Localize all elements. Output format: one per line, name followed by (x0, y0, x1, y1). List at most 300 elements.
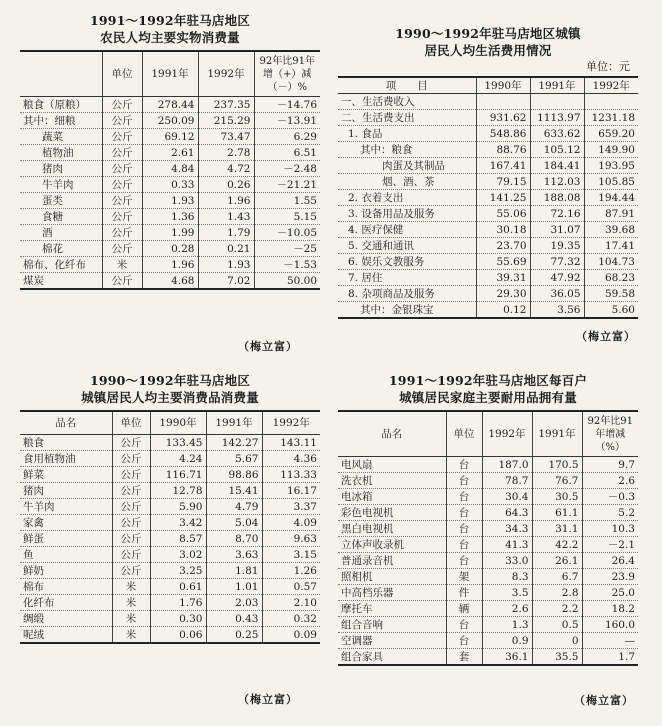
t1-cell: 其中：细粮 (20, 113, 102, 129)
t4-cell: 35.5 (532, 649, 582, 666)
t2-row (338, 302, 638, 319)
t2-row (338, 206, 638, 222)
table4-header (338, 411, 638, 457)
t3-cell: 家禽 (20, 515, 112, 531)
t2-cell: 167.41 (476, 158, 530, 174)
t4-cell: 辆 (446, 601, 482, 617)
t4-cell: 洗衣机 (338, 473, 446, 489)
t4-cell: 5.2 (582, 505, 638, 521)
t2-cell (476, 94, 530, 110)
t2-cell: 633.62 (530, 126, 584, 142)
t4-row (338, 553, 638, 569)
t1-cell: －25 (254, 241, 320, 257)
t1-cell: 蛋类 (20, 193, 102, 209)
t1-cell: 4.72 (198, 161, 254, 177)
table4-header-cell: 单位 (446, 411, 482, 457)
table2-title-line1: 1990～1992年驻马店地区城镇 (395, 26, 581, 41)
t1-cell: 1.96 (198, 193, 254, 209)
t4-row (338, 521, 638, 537)
t2-cell: 88.76 (476, 142, 530, 158)
t1-cell: 棉花 (20, 241, 102, 257)
t4-cell: 33.0 (482, 553, 532, 569)
t4-cell: 31.1 (532, 521, 582, 537)
t3-cell: 公斤 (112, 435, 150, 451)
t4-cell: 件 (446, 585, 482, 601)
t1-row (20, 145, 320, 161)
table1-header-cell: 92年比91年增（+）减（－）% (254, 51, 320, 97)
t3-cell: 16.17 (262, 483, 320, 499)
t2-cell: 659.20 (584, 126, 638, 142)
t2-cell: 931.62 (476, 110, 530, 126)
t3-cell: 3.37 (262, 499, 320, 515)
table2-block (338, 25, 638, 343)
t1-cell: 4.68 (142, 273, 198, 290)
table4-block (338, 372, 638, 707)
t1-cell: －1.53 (254, 257, 320, 273)
t3-cell: 公斤 (112, 451, 150, 467)
t1-cell: 1.99 (142, 225, 198, 241)
t2-cell: 7. 居住 (338, 270, 476, 286)
t1-cell: 0.28 (142, 241, 198, 257)
t2-cell: 4. 医疗保健 (338, 222, 476, 238)
t1-cell: 1.55 (254, 193, 320, 209)
t1-cell: 猪肉 (20, 161, 102, 177)
t1-cell: 公斤 (102, 161, 142, 177)
t2-cell: 39.31 (476, 270, 530, 286)
t2-cell: 1. 食品 (338, 126, 476, 142)
t4-cell: 26.1 (532, 553, 582, 569)
table1-header-cell: 1991年 (142, 51, 198, 97)
t2-row (338, 110, 638, 126)
t3-cell: 粮食 (20, 435, 112, 451)
table3-header-cell: 1991年 (206, 411, 262, 435)
t2-cell: 79.15 (476, 174, 530, 190)
t1-row (20, 273, 320, 290)
t4-cell: 2.6 (582, 473, 638, 489)
t1-cell: 公斤 (102, 209, 142, 225)
t1-cell: 6.51 (254, 145, 320, 161)
t3-cell: 142.27 (206, 435, 262, 451)
t2-cell: 5.60 (584, 302, 638, 319)
t4-cell: 42.2 (532, 537, 582, 553)
t2-row (338, 270, 638, 286)
t4-cell: 台 (446, 553, 482, 569)
table3-block (20, 372, 320, 706)
t3-cell: 3.63 (206, 547, 262, 563)
t4-cell: 电冰箱 (338, 489, 446, 505)
table4-header-cell: 92年比91年增减（%） (582, 411, 638, 457)
t1-cell: 米 (102, 257, 142, 273)
t3-cell: 呢绒 (20, 627, 112, 644)
t2-row (338, 254, 638, 270)
t2-cell: 77.32 (530, 254, 584, 270)
t2-cell: 19.35 (530, 238, 584, 254)
t4-row (338, 601, 638, 617)
t2-cell: 一、生活费收入 (338, 94, 476, 110)
table1-block (20, 12, 320, 353)
t2-cell: 39.68 (584, 222, 638, 238)
t1-cell: －2.48 (254, 161, 320, 177)
table2-header-cell: 1991年 (530, 77, 584, 94)
t4-cell: 电风扇 (338, 457, 446, 473)
t1-cell: 7.02 (198, 273, 254, 290)
t3-cell: 15.41 (206, 483, 262, 499)
t4-cell: 台 (446, 537, 482, 553)
t3-row (20, 611, 320, 627)
t2-cell: 5. 交通和通讯 (338, 238, 476, 254)
t1-cell: 公斤 (102, 273, 142, 290)
t3-cell: 98.86 (206, 467, 262, 483)
table1-title-line1: 1991～1992年驻马店地区 (89, 13, 251, 28)
t2-cell: 87.91 (584, 206, 638, 222)
t2-cell (584, 94, 638, 110)
t4-cell: 台 (446, 457, 482, 473)
t3-cell: 公斤 (112, 563, 150, 579)
t2-cell: 2. 衣着支出 (338, 190, 476, 206)
t4-cell: 76.7 (532, 473, 582, 489)
t3-cell: 12.78 (150, 483, 206, 499)
t1-cell: 棉布、化纤布 (20, 257, 102, 273)
t2-cell: 68.23 (584, 270, 638, 286)
t4-cell: 25.0 (582, 585, 638, 601)
t3-row (20, 595, 320, 611)
t4-cell: 空调器 (338, 633, 446, 649)
t3-cell: 5.67 (206, 451, 262, 467)
t3-cell: 0.30 (150, 611, 206, 627)
t4-cell: 台 (446, 521, 482, 537)
t4-cell: 2.8 (532, 585, 582, 601)
t4-row (338, 457, 638, 473)
t3-cell: 绸缎 (20, 611, 112, 627)
t1-cell: 0.21 (198, 241, 254, 257)
t2-cell: 72.16 (530, 206, 584, 222)
table4-header-cell: 品名 (338, 411, 446, 457)
t4-cell: 34.3 (482, 521, 532, 537)
t4-cell: — (582, 633, 638, 649)
t1-cell: 278.44 (142, 97, 198, 113)
t3-row (20, 515, 320, 531)
t1-row (20, 225, 320, 241)
t2-cell: 112.03 (530, 174, 584, 190)
t3-cell: 0.09 (262, 627, 320, 644)
t3-cell: 公斤 (112, 547, 150, 563)
t2-row (338, 222, 638, 238)
t4-cell: 照相机 (338, 569, 446, 585)
t2-row (338, 126, 638, 142)
t3-cell: 0.32 (262, 611, 320, 627)
t1-cell: 73.47 (198, 129, 254, 145)
t3-cell: 鱼 (20, 547, 112, 563)
t4-cell: 黑白电视机 (338, 521, 446, 537)
table4-title-line2: 城镇居民家庭主要耐用品拥有量 (399, 390, 577, 405)
table1-title-line2: 农民人均主要实物消费量 (100, 30, 240, 45)
t3-cell: 4.24 (150, 451, 206, 467)
t2-cell: 其中：粮食 (338, 142, 476, 158)
table1-header-cell (20, 51, 102, 97)
t3-cell: 米 (112, 627, 150, 644)
t3-cell: 米 (112, 595, 150, 611)
t1-cell: 1.93 (198, 257, 254, 273)
table2-title-line2: 居民人均生活费用情况 (424, 43, 552, 58)
t3-cell: 米 (112, 611, 150, 627)
t1-cell: 69.12 (142, 129, 198, 145)
t3-cell: 公斤 (112, 483, 150, 499)
t4-row (338, 633, 638, 649)
t4-cell: 170.5 (532, 457, 582, 473)
t2-cell: 55.69 (476, 254, 530, 270)
t3-row (20, 499, 320, 515)
t2-cell: 193.95 (584, 158, 638, 174)
t2-cell: 31.07 (530, 222, 584, 238)
t3-row (20, 467, 320, 483)
t3-cell: 133.45 (150, 435, 206, 451)
t3-cell: 2.10 (262, 595, 320, 611)
t1-cell: 237.35 (198, 97, 254, 113)
table1-header (20, 51, 320, 97)
t1-cell: 牛羊肉 (20, 177, 102, 193)
table3-header (20, 411, 320, 435)
t4-cell: 26.4 (582, 553, 638, 569)
t1-cell: 公斤 (102, 145, 142, 161)
table3-body (20, 435, 320, 644)
t4-row (338, 489, 638, 505)
t4-cell: 台 (446, 505, 482, 521)
table3-header-cell: 1992年 (262, 411, 320, 435)
t3-row (20, 579, 320, 595)
t4-cell: 6.7 (532, 569, 582, 585)
t4-row (338, 585, 638, 601)
t1-row (20, 97, 320, 113)
t3-cell: 113.33 (262, 467, 320, 483)
table2-header (338, 77, 638, 94)
t4-cell: 套 (446, 649, 482, 666)
t1-cell: 1.43 (198, 209, 254, 225)
t2-cell: 36.05 (530, 286, 584, 302)
t4-cell: 9.7 (582, 457, 638, 473)
t3-cell: 米 (112, 579, 150, 595)
t2-cell (530, 94, 584, 110)
t4-cell: 普通录音机 (338, 553, 446, 569)
t2-cell: 104.73 (584, 254, 638, 270)
table1 (20, 50, 320, 290)
t2-cell: 149.90 (584, 142, 638, 158)
t1-cell: 0.33 (142, 177, 198, 193)
t3-cell: 0.61 (150, 579, 206, 595)
table3-title-line1: 1990～1992年驻马店地区 (89, 373, 251, 388)
t2-cell: 194.44 (584, 190, 638, 206)
t4-cell: 0.9 (482, 633, 532, 649)
t2-cell: 30.18 (476, 222, 530, 238)
t3-cell: 食用植物油 (20, 451, 112, 467)
t1-cell: 215.29 (198, 113, 254, 129)
t1-cell: 50.00 (254, 273, 320, 290)
t1-cell: 植物油 (20, 145, 102, 161)
t1-cell: 1.96 (142, 257, 198, 273)
t4-cell: 1.3 (482, 617, 532, 633)
t4-cell: 23.9 (582, 569, 638, 585)
t3-cell: 4.09 (262, 515, 320, 531)
t1-row (20, 161, 320, 177)
table1-header-cell: 1992年 (198, 51, 254, 97)
t3-cell: 1.26 (262, 563, 320, 579)
t1-row (20, 241, 320, 257)
t4-cell: 0.5 (532, 617, 582, 633)
t4-cell: 摩托车 (338, 601, 446, 617)
t3-cell: 公斤 (112, 467, 150, 483)
t2-row (338, 190, 638, 206)
table2 (338, 76, 638, 319)
t4-row (338, 473, 638, 489)
t2-row (338, 238, 638, 254)
t3-cell: 3.25 (150, 563, 206, 579)
t3-cell: 8.70 (206, 531, 262, 547)
t1-cell: 粮食（原粮） (20, 97, 102, 113)
t2-cell: 17.41 (584, 238, 638, 254)
t1-cell: 公斤 (102, 177, 142, 193)
t4-cell: 61.1 (532, 505, 582, 521)
t2-row (338, 94, 638, 110)
table1-body (20, 97, 320, 290)
t2-cell: 8. 杂项商品及服务 (338, 286, 476, 302)
table3-header-cell: 1990年 (150, 411, 206, 435)
t1-row (20, 193, 320, 209)
t3-row (20, 547, 320, 563)
t3-row (20, 451, 320, 467)
t4-cell: 台 (446, 617, 482, 633)
t1-cell: 0.26 (198, 177, 254, 193)
t1-cell: 煤炭 (20, 273, 102, 290)
t4-cell: －2.1 (582, 537, 638, 553)
t3-cell: 鲜菜 (20, 467, 112, 483)
t1-cell: 公斤 (102, 225, 142, 241)
t3-cell: 1.81 (206, 563, 262, 579)
table3 (20, 410, 320, 644)
t1-row (20, 129, 320, 145)
t4-cell: 组合音响 (338, 617, 446, 633)
t2-cell: 184.41 (530, 158, 584, 174)
t3-cell: 2.03 (206, 595, 262, 611)
t4-row (338, 569, 638, 585)
table2-header-cell: 1992年 (584, 77, 638, 94)
t3-cell: 5.90 (150, 499, 206, 515)
table4-header-cell: 1991年 (532, 411, 582, 457)
t3-cell: 4.36 (262, 451, 320, 467)
t1-cell: 公斤 (102, 129, 142, 145)
t3-row (20, 563, 320, 579)
t1-cell: 公斤 (102, 97, 142, 113)
table3-header-cell: 品名 (20, 411, 112, 435)
t3-cell: 1.76 (150, 595, 206, 611)
table2-author: （梅立富） (576, 330, 636, 343)
t3-cell: 公斤 (112, 531, 150, 547)
t2-cell: 其中：金银珠宝 (338, 302, 476, 319)
t2-row (338, 286, 638, 302)
t1-cell: 1.79 (198, 225, 254, 241)
t4-cell: 64.3 (482, 505, 532, 521)
table4 (338, 410, 638, 666)
t3-cell: 116.71 (150, 467, 206, 483)
t3-row (20, 627, 320, 644)
t4-cell: 3.5 (482, 585, 532, 601)
t1-cell: 蔬菜 (20, 129, 102, 145)
t3-row (20, 483, 320, 499)
t4-cell: 10.3 (582, 521, 638, 537)
t1-cell: －13.91 (254, 113, 320, 129)
t2-cell: 29.30 (476, 286, 530, 302)
t3-cell: 5.04 (206, 515, 262, 531)
t3-cell: 4.79 (206, 499, 262, 515)
t1-row (20, 177, 320, 193)
table2-body (338, 94, 638, 319)
t1-cell: 公斤 (102, 113, 142, 129)
t4-cell: 1.7 (582, 649, 638, 666)
t3-cell: 牛羊肉 (20, 499, 112, 515)
t4-cell: －0.3 (582, 489, 638, 505)
t1-cell: 食糖 (20, 209, 102, 225)
t3-cell: 3.02 (150, 547, 206, 563)
t2-cell: 烟、酒、茶 (338, 174, 476, 190)
t2-cell: 188.08 (530, 190, 584, 206)
t4-cell: 36.1 (482, 649, 532, 666)
t2-cell: 548.86 (476, 126, 530, 142)
t1-row (20, 257, 320, 273)
t3-cell: 143.11 (262, 435, 320, 451)
table4-author: （梅立富） (574, 694, 634, 707)
t2-cell: 3.56 (530, 302, 584, 319)
t4-cell: 30.5 (532, 489, 582, 505)
t3-cell: 棉布 (20, 579, 112, 595)
table1-header-cell: 单位 (102, 51, 142, 97)
t1-cell: 1.36 (142, 209, 198, 225)
t1-cell: 6.29 (254, 129, 320, 145)
table4-body (338, 457, 638, 666)
t2-row (338, 158, 638, 174)
t3-cell: 3.15 (262, 547, 320, 563)
table3-author: （梅立富） (238, 693, 298, 706)
t3-cell: 0.06 (150, 627, 206, 644)
t3-cell: 0.57 (262, 579, 320, 595)
table2-unit: 单位：元 (586, 60, 630, 73)
t4-row (338, 649, 638, 666)
t2-cell: 141.25 (476, 190, 530, 206)
t1-cell: 公斤 (102, 241, 142, 257)
t3-cell: 0.43 (206, 611, 262, 627)
table4-title-line1: 1991～1992年驻马店地区每百户 (388, 373, 588, 388)
t2-cell: 23.70 (476, 238, 530, 254)
t2-cell: 6. 娱乐文教服务 (338, 254, 476, 270)
t4-cell: 0 (532, 633, 582, 649)
t3-cell: 猪肉 (20, 483, 112, 499)
t4-row (338, 617, 638, 633)
t4-cell: 中高档乐器 (338, 585, 446, 601)
t4-cell: 组合家具 (338, 649, 446, 666)
t4-cell: 台 (446, 473, 482, 489)
t4-cell: 台 (446, 489, 482, 505)
table2-header-cell: 项 目 (338, 77, 476, 94)
t1-cell: 4.84 (142, 161, 198, 177)
t2-cell: 59.58 (584, 286, 638, 302)
t4-cell: 78.7 (482, 473, 532, 489)
table3-title-line2: 城镇居民人均主要消费品消费量 (81, 390, 259, 405)
t1-cell: －10.05 (254, 225, 320, 241)
t1-cell: 2.61 (142, 145, 198, 161)
t1-cell: 250.09 (142, 113, 198, 129)
t2-cell: 二、生活费支出 (338, 110, 476, 126)
t4-cell: 彩色电视机 (338, 505, 446, 521)
t3-cell: 鲜奶 (20, 563, 112, 579)
t4-cell: 187.0 (482, 457, 532, 473)
t1-row (20, 113, 320, 129)
